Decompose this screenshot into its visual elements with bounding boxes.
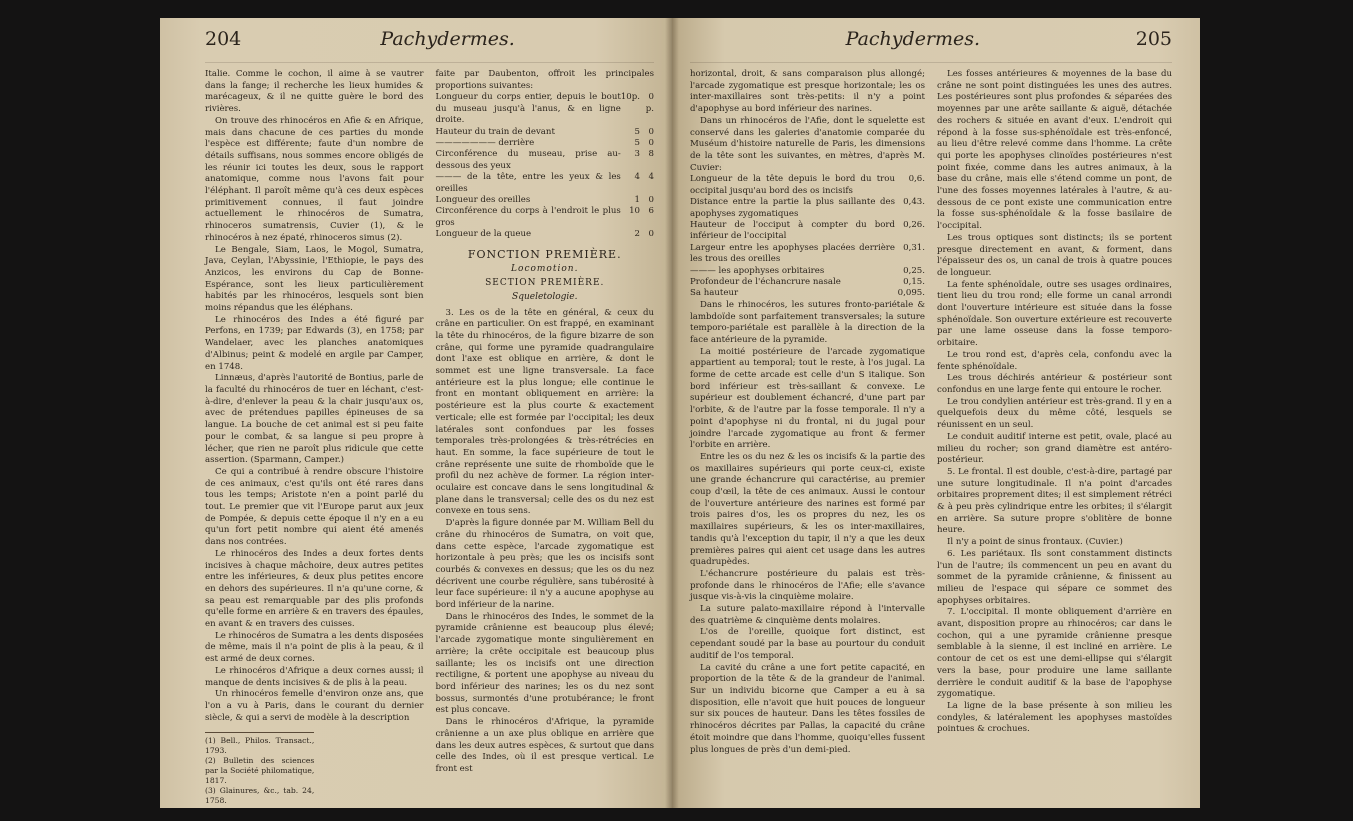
paragraph: La suture palato-maxillaire répond à l'intervalle des quatrième & cinquième dents molaires. <box>690 604 925 626</box>
paragraph: Ce qui a contribué à rendre obscure l'histoire de ces animaux, c'est qu'ils ont été rares dans tous les temps; Aristote n'en a point parlé du tout. Le premier que vit l'Europe parut aux jeux de Pompée, & depuis cette époque il n'y en a eu qu'un fort petit nombre qui aient été amenés dans nos contrées. <box>205 466 424 548</box>
table-row: Hauteur du train de devant 5 0 <box>435 126 654 137</box>
right-page-header <box>690 28 1172 63</box>
table-row: Longueur de la tête depuis le bord du trou occipital jusqu'au bord des os incisifs 0,6. <box>690 174 925 196</box>
page-number: 205 <box>1135 28 1172 50</box>
section-subheading: Locomotion. <box>511 264 579 275</box>
table-row: Sa hauteur 0,095. <box>690 288 925 299</box>
footnotes <box>205 732 314 806</box>
table-row: Largeur entre les apophyses placées derrière les trous des oreilles 0,31. <box>690 242 925 265</box>
right-column-2 <box>937 69 1172 756</box>
paragraph: D'après la figure donnée par M. William Bell du crâne du rhinocéros de Sumatra, on voit que, dans cette espèce, l'arcade zygomatique est horizontale à peu près; que les os incisifs sont courbés & convexes en dessus; que les os du nez décrivent une courbe régulière, sans tubérosité à leur face supérieure: il n'y a aucune apophyse au bord inférieur de la narine. <box>435 518 654 611</box>
section-subheading: Squeletologie. <box>512 291 578 302</box>
paragraph: 5. Le frontal. Il est double, c'est-à-dire, partagé par une suture longitudinale. Il n'a point d'arcades orbitaires proprement dites; il est simplement rétréci & à peu près cylindrique entre les orbites; il s'élargit en arrière. Sa suture propre s'oblitère de bonne heure. <box>937 466 1172 536</box>
table-row: ——— les apophyses orbitaires 0,25. <box>690 265 925 276</box>
footnote: (2) Bulletin des sciences par la Société philomatique, 1817. <box>205 756 315 786</box>
paragraph: Un rhinocéros femelle d'environ onze ans, que l'on a vu à Paris, dans le courant du dernier siècle, & qui a servi de modèle à la description <box>205 689 424 723</box>
section-subheading: SECTION PREMIÈRE. <box>485 278 605 289</box>
paragraph: Dans le rhinocéros, les sutures fronto-pariétale & lambdoïde sont parfaitement transversales; la suture temporo-pariétale est parallèle à la direction de la face antérieure de la pyramide. <box>690 299 925 345</box>
paragraph: Le trou rond est, d'après cela, confondu avec la fente sphénoïdale. <box>937 349 1172 372</box>
paragraph: horizontal, droit, & sans comparaison plus allongé; l'arcade zygomatique est presque horizontale; les os inter-maxillaires sont très-petits: il n'y a point d'apophyse au bord inférieur des narines. <box>690 69 925 115</box>
left-column-2 <box>436 69 655 806</box>
measurements-table <box>436 92 655 240</box>
left-page <box>160 18 672 808</box>
book-spread <box>160 18 1200 808</box>
paragraph: Dans le rhinocéros des Indes, le sommet de la pyramide crânienne est beaucoup plus élevé; l'arcade zygomatique monte singulièrement en arrière; la crête occipitale est beaucoup plus saillante; les os incisifs ont une direction rectiligne, & portent une apophyse au niveau du bord inférieur des narines; les os du nez sont bossus, surmontés d'une protubérance; le front est plus concave. <box>435 611 654 716</box>
running-title: Pachydermes. <box>380 28 515 50</box>
paragraph: La cavité du crâne a une fort petite capacité, en proportion de la tête & de la grandeur de l'animal. Sur un individu bicorne que Camper a eu à sa disposition, elle n'avoit que huit pouces de longueur sur six pouces de hauteur. Dans les têtes fossiles de rhinocéros décrites par Pallas, la capacité du crâne étoit moindre que dans l'homme, quoiqu'elles fussent plus longues de près d'un demi-pied. <box>690 662 925 755</box>
paragraph: 7. L'occipital. Il monte obliquement d'arrière en avant, disposition propre au rhinocéros; car dans le cochon, qui a une pyramide crânienne presque semblable à la sienne, il est incliné en arrière. Le contour de cet os est une demi-ellipse qui s'élargit vers la base, pour produire une lame saillante derrière le conduit auditif & la base de l'apophyse zygomatique. <box>937 607 1172 700</box>
paragraph: Linnæus, d'après l'autorité de Bontius, parle de la faculté du rhinocéros de tuer en léchant, c'est-à-dire, d'enlever la peau & la chair jusqu'aux os, avec de prétendues papilles épineuses de sa langue. La bouche de cet animal est si peu faite pour le combat, & sa langue si peu propre à lécher, que rien ne paroît plus ridicule que cette assertion. (Sparmann, Camper.) <box>205 373 424 466</box>
table-row: Circonférence du corps à l'endroit le plus gros 10 6 <box>435 206 654 228</box>
table-row: Profondeur de l'échancrure nasale 0,15. <box>690 276 925 287</box>
paragraph: La moitié postérieure de l'arcade zygomatique appartient au temporal; tout le reste, à l'os jugal. La forme de cette arcade est celle d'un S italique. Son bord inférieur est très-saillant & convexe. Le supérieur est doublement échancré, d'une part par l'orbite, & de l'autre par la fosse temporale. Il n'y a point d'apophyse ni du frontal, ni du jugal pour joindre l'arcade zygomatique au front & fermer l'orbite en arrière. <box>690 346 925 451</box>
paragraph: Les trous optiques sont distincts; ils se portent presque directement en avant, & forment, dans l'épaisseur des os, un canal de trois à quatre pouces de longueur. <box>937 232 1172 278</box>
paragraph: faite par Daubenton, offroit les principales proportions suivantes: <box>435 69 654 91</box>
paragraph: Le rhinocéros de Sumatra a les dents disposées de même, mais il n'a point de plis à la peau, & il est armé de deux cornes. <box>205 630 424 665</box>
footnote: (3) Glainures, &c., tab. 24, 1758. <box>205 786 315 806</box>
paragraph: La ligne de la base présente à son milieu les condyles, & latéralement les apophyses mastoïdes pointues & crochues. <box>937 700 1172 735</box>
left-page-header <box>205 28 654 63</box>
paragraph: Les trous déchirés antérieur & postérieur sont confondus en une large fente qui entoure le rocher. <box>937 373 1172 395</box>
paragraph: Italie. Comme le cochon, il aime à se vautrer dans la fange; il recherche les lieux humides & marécageux, & il ne quitte guère le bord des rivières. <box>205 69 424 115</box>
paragraph: 3. Les os de la tête en général, & ceux du crâne en particulier. On est frappé, en examinant la tête du rhinocéros, de la figure bizarre de son crâne, qui forme une pyramide quadrangulaire dont l'axe est oblique en arrière, & dont le sommet est une ligne transversale. La face antérieure est la plus longue; elle continue le front en montant obliquement en arrière: la postérieure est la plus courte & exactement verticale; elle est formée par l'occipital; les deux latérales sont confondues par les fosses temporales très-prolongées & très-rétrécies en haut. En somme, la face supérieure de tout le crâne représente une suite de rhomboïde que le profil du nez achève de former. La région inter-oculaire est concave dans le sens longitudinal & plane dans le transversal; celle des os du nez est convexe en tous sens. <box>435 307 654 517</box>
paragraph: Le rhinocéros des Indes a deux fortes dents incisives à chaque mâchoire, deux autres petites entre les inférieures, & deux plus petites encore en dehors des supérieures. Il n'a qu'une corne, & sa peau est remarquable par des plis profonds qu'elle forme en arrière & en travers des épaules, en avant & en travers des cuisses. <box>205 548 424 630</box>
table-row: Circonférence du museau, prise au-dessous des yeux 3 8 <box>435 149 654 171</box>
section-heading: FONCTION PREMIÈRE. <box>467 247 622 261</box>
paragraph: Entre les os du nez & les os incisifs & la partie des os maxillaires supérieurs qui porte ceux-ci, existe une grande échancrure qui caractérise, au premier coup d'œil, la tête de ces animaux. Aussi le contour de l'ouverture antérieure des narines est formé par trois paires d'os, les os propres du nez, les os maxillaires supérieurs, & les os inter-maxillaires, tandis qu'à l'exception du tapir, il n'y a que les deux premières paires qui aient cet usage dans les autres quadrupèdes. <box>690 451 925 568</box>
right-column-1 <box>690 69 925 756</box>
paragraph: Le rhinocéros des Indes a été figuré par Perfons, en 1739; par Edwards (3), en 1758; par Wandelaer, avec les planches anatomiques d'Albinus; peint & modelé en argile par Camper, en 1748. <box>205 314 424 372</box>
table-row: Distance entre la partie la plus saillante des apophyses zygomatiques 0,43. <box>690 197 925 219</box>
paragraph: Le conduit auditif interne est petit, ovale, placé au milieu du rocher; son grand diamètre est antéro-postérieur. <box>937 431 1172 466</box>
paragraph: Dans le rhinocéros d'Afrique, la pyramide crânienne a un axe plus oblique en arrière que dans les deux autres espèces, & surtout que dans celle des Indes, où il est presque vertical. Le front est <box>435 717 654 774</box>
paragraph: Il n'y a point de sinus frontaux. (Cuvier.) <box>947 537 1123 548</box>
paragraph: Les fosses antérieures & moyennes de la base du crâne ne sont point distinguées les unes des autres. Les postérieures sont plus profondes & séparées des moyennes par une arête saillante & aiguë, détachée des rochers & située en avant d'eux. L'endroit qui répond à la fosse sus-sphénoïdale est très-enfoncé, au lieu d'être relevé comme dans l'homme. La crête qui porte les apophyses clinoïdes postérieures n'est point fixée, comme dans les autres animaux, à la base du crâne, mais elle s'étend comme un pont, de l'une des fosses moyennes latérales à l'autre, & au-dessous de ce pont existe une communication entre la fosse sus-sphénoïdale & la fosse basilaire de l'occipital. <box>937 69 1172 232</box>
paragraph: L'os de l'oreille, quoique fort distinct, est cependant soudé par la base au pourtour du conduit auditif de l'os temporal. <box>690 627 925 661</box>
running-title: Pachydermes. <box>845 28 981 50</box>
book-gutter <box>665 18 679 808</box>
paragraph: 6. Les pariétaux. Ils sont constamment distincts l'un de l'autre; ils commencent un peu en avant du sommet de la pyramide crânienne, & finissent au milieu de l'espace qui sépare ce sommet des apophyses orbitaires. <box>937 548 1172 606</box>
table-row: Longueur des oreilles 1 0 <box>435 195 654 206</box>
footnote: (1) Bell., Philos. Transact., 1793. <box>205 736 315 756</box>
paragraph: La fente sphénoïdale, outre ses usages ordinaires, tient lieu du trou rond; elle forme un canal arrondi dont l'ouverture intérieure est située dans la fosse sphénoïdale. Son ouverture extérieure est recouverte par une lame osseuse dans la fosse temporo-orbitaire. <box>937 279 1172 349</box>
paragraph: Le rhinocéros d'Afrique a deux cornes aussi; il manque de dents incisives & de plis à la peau. <box>205 665 424 688</box>
paragraph: Le Bengale, Siam, Laos, le Mogol, Sumatra, Java, Ceylan, l'Abyssinie, l'Ethiopie, le pays des Anzicos, les environs du Cap de Bonne-Espérance, sont les lieux particulièrement habités par les rhinocéros, lesquels sont bien moins répandus que les éléphans. <box>205 244 424 314</box>
right-page <box>672 18 1200 808</box>
table-row: Longueur de la queue 2 0 <box>435 229 654 240</box>
table-row: Longueur du corps entier, depuis le bout du museau jusqu'à l'anus, & en ligne droite. 10p. 0 p. <box>435 92 654 126</box>
table-row: Hauteur de l'occiput à compter du bord inférieur de l'occipital 0,26. <box>690 219 925 242</box>
paragraph: Dans un rhinocéros de l'Afie, dont le squelette est conservé dans les galeries d'anatomie comparée du Muséum d'histoire naturelle de Paris, les dimensions de la tête sont les suivantes, en mètres, d'après M. Cuvier: <box>690 115 925 173</box>
paragraph: L'échancrure postérieure du palais est très-profonde dans le rhinocéros de l'Afie; elle s'avance jusque vis-à-vis la cinquième molaire. <box>690 568 925 603</box>
table-row: ——————— derrière 5 0 <box>435 138 654 149</box>
page-number: 204 <box>205 28 242 50</box>
table-row: ——— de la tête, entre les yeux & les oreilles 4 4 <box>435 172 654 194</box>
dimensions-table <box>690 174 925 299</box>
paragraph: Le trou condylien antérieur est très-grand. Il y en a quelquefois deux du même côté, lesquels se réunissent en un seul. <box>937 396 1172 431</box>
left-column-1 <box>205 69 424 806</box>
paragraph: On trouve des rhinocéros en Afie & en Afrique, mais dans chacune de ces parties du monde l'espèce est différente; faute d'un nombre de détails suffisans, nous sommes encore obligés de les réunir ici toutes les deux, sous le rapport anatomique, comme nous l'avons fait pour l'éléphant. Il paroît même qu'à ces deux espèces primitivement connues, il faut joindre actuellement le rhinocéros de Sumatra, rhinoceros sumatrensis, Cuvier (1), & le rhinocéros à nez épaté, rhinoceros simus (2). <box>205 115 424 243</box>
